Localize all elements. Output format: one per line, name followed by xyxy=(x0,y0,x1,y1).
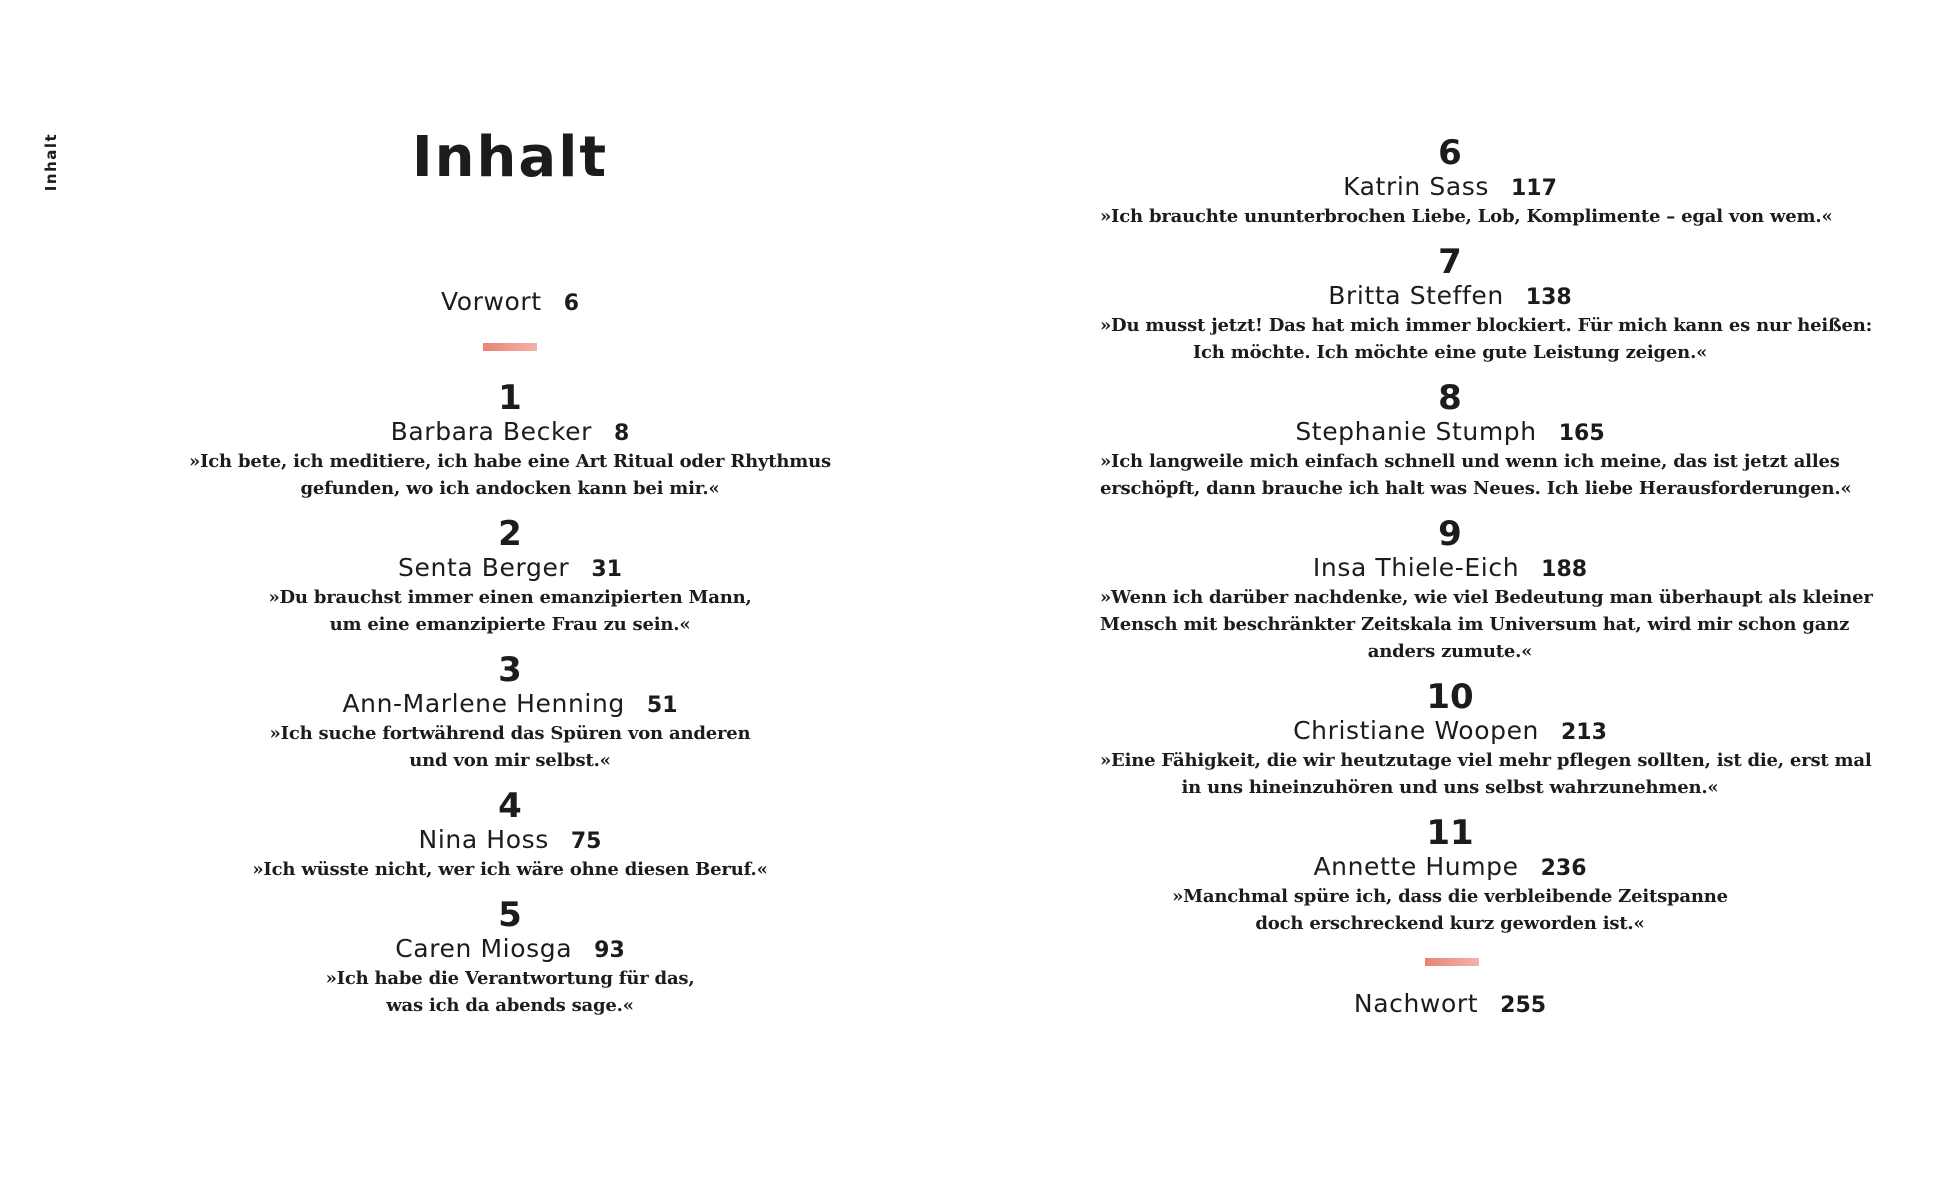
toc-entry-quote: »Eine Fähigkeit, die wir heutzutage viel mehr pflegen sollten, ist die, erst mal in uns hineinzuhören und uns selbst wahrzunehmen.« xyxy=(1100,750,1872,798)
toc-entry-number: 1 xyxy=(498,378,522,418)
toc-entry-name: Britta Steffen xyxy=(1328,281,1504,310)
toc-entry-number: 11 xyxy=(1426,813,1474,853)
toc-nachwort-page: 255 xyxy=(1500,993,1547,1018)
toc-entry-number: 3 xyxy=(498,650,522,690)
toc-entry-page: 138 xyxy=(1525,285,1572,310)
side-label xyxy=(44,132,58,192)
toc-entry-page: 31 xyxy=(591,557,622,582)
toc-entry-quote: »Ich bete, ich meditiere, ich habe eine Art Ritual oder Rhythmus gefunden, wo ich andocken kann bei mir.« xyxy=(189,451,831,499)
toc-entry-page: 117 xyxy=(1511,176,1557,201)
toc-entry-page: 213 xyxy=(1561,720,1607,745)
toc-entry-1[interactable] xyxy=(170,379,850,502)
toc-entry-quote: »Ich habe die Verantwortung für das, was ich da abends sage.« xyxy=(325,968,695,1016)
toc-entry-number: 8 xyxy=(1438,378,1462,418)
toc-entry-7[interactable] xyxy=(1100,242,1873,366)
toc-entry-name: Stephanie Stumph xyxy=(1295,417,1537,446)
toc-entry-page: 236 xyxy=(1540,856,1587,881)
toc-entry-9[interactable] xyxy=(1100,514,1873,665)
toc-entry-name: Nina Hoss xyxy=(418,825,549,854)
toc-right-column xyxy=(1100,0,1873,1181)
toc-entry-2[interactable] xyxy=(170,515,850,638)
toc-left-column xyxy=(170,0,850,1181)
toc-entry-quote: »Ich suche fortwährend das Spüren von anderen und von mir selbst.« xyxy=(269,723,751,771)
toc-entry-name: Annette Humpe xyxy=(1313,852,1519,881)
toc-entry-name: Caren Miosga xyxy=(395,934,573,963)
toc-vorwort[interactable] xyxy=(170,287,850,317)
toc-entry-number: 9 xyxy=(1438,514,1462,554)
toc-nachwort-label: Nachwort xyxy=(1353,989,1479,1018)
toc-entry-number: 10 xyxy=(1426,677,1474,717)
toc-entry-page: 165 xyxy=(1558,421,1605,446)
toc-nachwort[interactable] xyxy=(1100,989,1800,1019)
toc-entry-page: 93 xyxy=(594,938,625,963)
toc-entry-name: Insa Thiele-Eich xyxy=(1312,553,1520,582)
toc-entry-quote: »Ich wüsste nicht, wer ich wäre ohne diesen Beruf.« xyxy=(252,859,768,880)
toc-entry-quote: »Ich langweile mich einfach schnell und wenn ich meine, das ist jetzt alles erschöpft, dann brauche ich halt was Neues. Ich liebe Herausforderungen.« xyxy=(1100,451,1852,499)
toc-entry-number: 5 xyxy=(498,895,522,935)
toc-entry-3[interactable] xyxy=(170,651,850,774)
toc-entry-11[interactable] xyxy=(1100,814,1800,937)
toc-entry-quote: »Du musst jetzt! Das hat mich immer blockiert. Für mich kann es nur heißen: Ich möchte. Ich möchte eine gute Leistung zeigen.« xyxy=(1100,315,1873,363)
toc-entry-number: 6 xyxy=(1438,133,1462,173)
toc-entry-name: Senta Berger xyxy=(398,553,570,582)
toc-entry-5[interactable] xyxy=(170,896,850,1019)
toc-entry-name: Christiane Woopen xyxy=(1293,716,1539,745)
accent-divider xyxy=(1425,958,1479,966)
toc-vorwort-label: Vorwort xyxy=(440,287,542,316)
toc-entry-8[interactable] xyxy=(1100,378,1852,502)
toc-entry-page: 75 xyxy=(570,829,602,854)
toc-entry-page: 188 xyxy=(1541,557,1588,582)
toc-entry-quote: »Wenn ich darüber nachdenke, wie viel Bedeutung man überhaupt als kleiner Mensch mit beschränkter Zeitskala im Universum hat, wird mir schon ganz anders zumute.« xyxy=(1100,587,1873,662)
toc-entry-quote: »Manchmal spüre ich, dass die verbleibende Zeitspanne doch erschreckend kurz geworden ist.« xyxy=(1172,886,1728,934)
toc-entry-10[interactable] xyxy=(1100,677,1872,801)
toc-entry-name: Ann-Marlene Henning xyxy=(342,689,625,718)
side-label-text: Inhalt xyxy=(42,132,60,192)
toc-entry-name: Katrin Sass xyxy=(1343,172,1489,201)
toc-entry-number: 4 xyxy=(498,786,522,826)
toc-entry-page: 8 xyxy=(614,421,630,446)
accent-divider xyxy=(483,343,537,351)
toc-entry-6[interactable] xyxy=(1100,133,1833,230)
toc-entry-4[interactable] xyxy=(170,787,850,883)
page-title: Inhalt xyxy=(411,125,609,190)
toc-entry-page: 51 xyxy=(646,693,678,718)
toc-entry-name: Barbara Becker xyxy=(390,417,593,446)
toc-vorwort-page: 6 xyxy=(563,291,580,316)
toc-entry-quote: »Ich brauchte ununterbrochen Liebe, Lob, Komplimente – egal von wem.« xyxy=(1100,206,1833,227)
toc-entry-number: 2 xyxy=(498,514,522,554)
toc-entry-quote: »Du brauchst immer einen emanzipierten Mann, um eine emanzipierte Frau zu sein.« xyxy=(268,587,752,635)
toc-entry-number: 7 xyxy=(1438,242,1462,282)
